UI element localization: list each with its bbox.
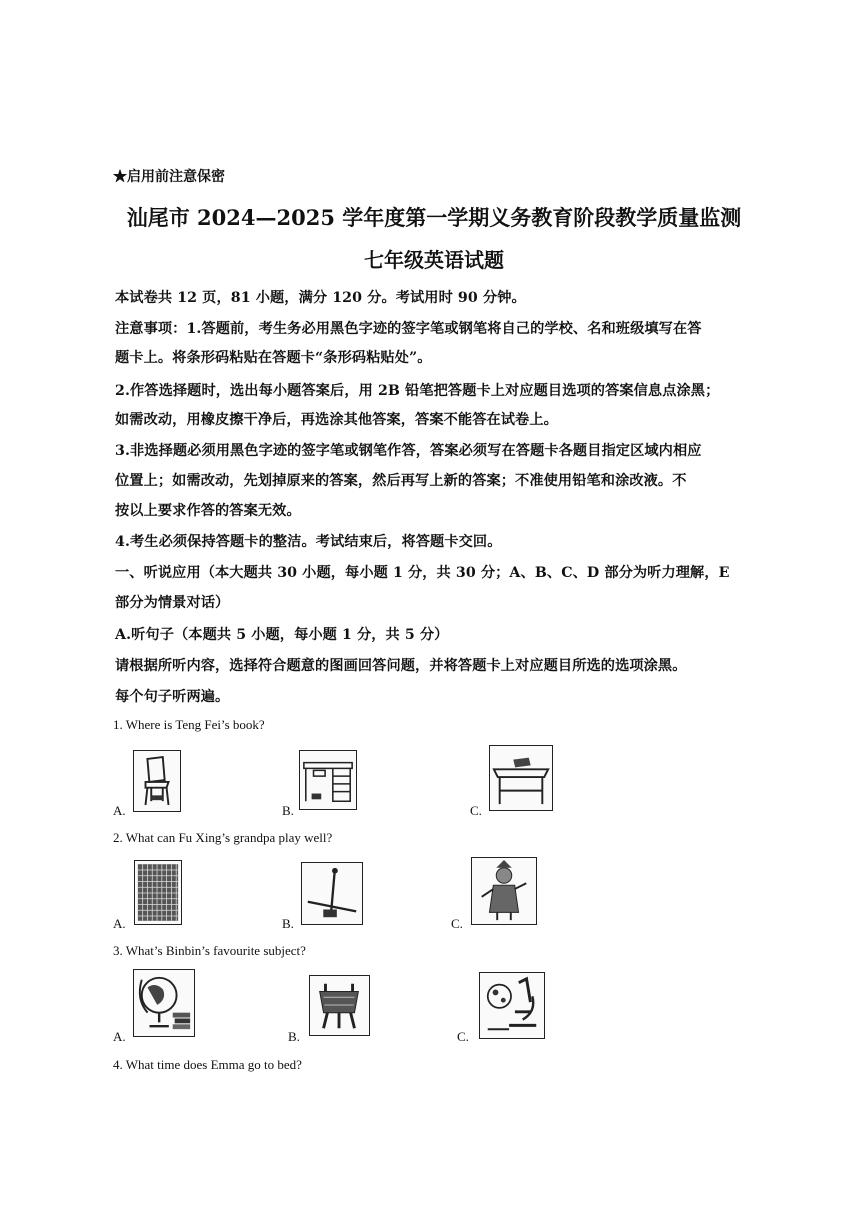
note-2-line-2: 如需改动，用橡皮擦干净后，再选涂其他答案，答案不能答在试卷上。 [115, 412, 558, 428]
q2-option-b-label: B. [282, 916, 294, 931]
part-a-title: A.听句子（本题共 5 小题，每小题 1 分，共 5 分） [115, 627, 449, 643]
section-heading-line-2: 部分为情景对话） [115, 595, 230, 611]
q1-option-b-label: B. [282, 803, 294, 818]
part-a-desc-line-2: 每个句子听两遍。 [115, 689, 230, 705]
erhu-icon [301, 862, 363, 925]
note-2-line-1: 2.作答选择题时，选出每小题答案后，用 2B 铅笔把答题卡上对应题目选项的答案信息点涂黑； [115, 383, 720, 399]
confidential-note: ★启用前注意保密 [113, 169, 225, 185]
note-1-line-2: 题卡上。将条形码粘贴在答题卡“条形码粘贴处”。 [115, 350, 432, 366]
q3-option-c-label: C. [457, 1029, 469, 1044]
note-3-line-3: 按以上要求作答的答案无效。 [115, 503, 301, 519]
note-3-line-2: 位置上；如需改动，先划掉原来的答案，然后再写上新的答案；不准使用铅笔和涂改液。不 [115, 473, 687, 489]
peking-opera-figure-icon [471, 857, 537, 925]
bronze-ding-icon [309, 975, 370, 1036]
note-4: 4.考生必须保持答题卡的整洁。考试结束后，将答题卡交回。 [115, 534, 502, 550]
question-3: 3. What’s Binbin’s favourite subject? [113, 943, 306, 958]
q2-option-a-label: A. [113, 916, 126, 931]
q3-option-b-label: B. [288, 1029, 300, 1044]
note-3-line-1: 3.非选择题必须用黑色字迹的签字笔或钢笔作答，答案必须写在答题卡各题目指定区域内相应 [115, 443, 702, 459]
note-1-line-1: 注意事项：1.答题前，考生务必用黑色字迹的签字笔或钢笔将自己的学校、名和班级填写在答 [115, 321, 702, 337]
globe-and-books-icon [133, 969, 195, 1037]
chair-with-book-icon [133, 750, 181, 812]
chinese-chess-board-icon [134, 860, 182, 925]
question-4: 4. What time does Emma go to bed? [113, 1057, 302, 1072]
question-1: 1. Where is Teng Fei’s book? [113, 717, 265, 732]
microscope-icon [479, 972, 545, 1039]
part-a-desc-line-1: 请根据所听内容，选择符合题意的图画回答问题，并将答题卡上对应题目所选的选项涂黑。 [115, 658, 687, 674]
exam-title: 汕尾市 2024—2025 学年度第一学期义务教育阶段教学质量监测 [126, 205, 742, 230]
q1-option-c-label: C. [470, 803, 482, 818]
section-heading-line-1: 一、听说应用（本大题共 30 小题，每小题 1 分，共 30 分；A、B、C、D 部分为听力理解，E [115, 565, 730, 581]
table-with-book-icon [489, 745, 553, 811]
q3-option-a-label: A. [113, 1029, 126, 1044]
q2-option-c-label: C. [451, 916, 463, 931]
desk-with-drawers-icon [299, 750, 357, 810]
exam-intro: 本试卷共 12 页，81 小题，满分 120 分。考试用时 90 分钟。 [115, 290, 526, 306]
question-2: 2. What can Fu Xing’s grandpa play well? [113, 830, 333, 845]
q1-option-a-label: A. [113, 803, 126, 818]
exam-subtitle: 七年级英语试题 [364, 248, 504, 272]
